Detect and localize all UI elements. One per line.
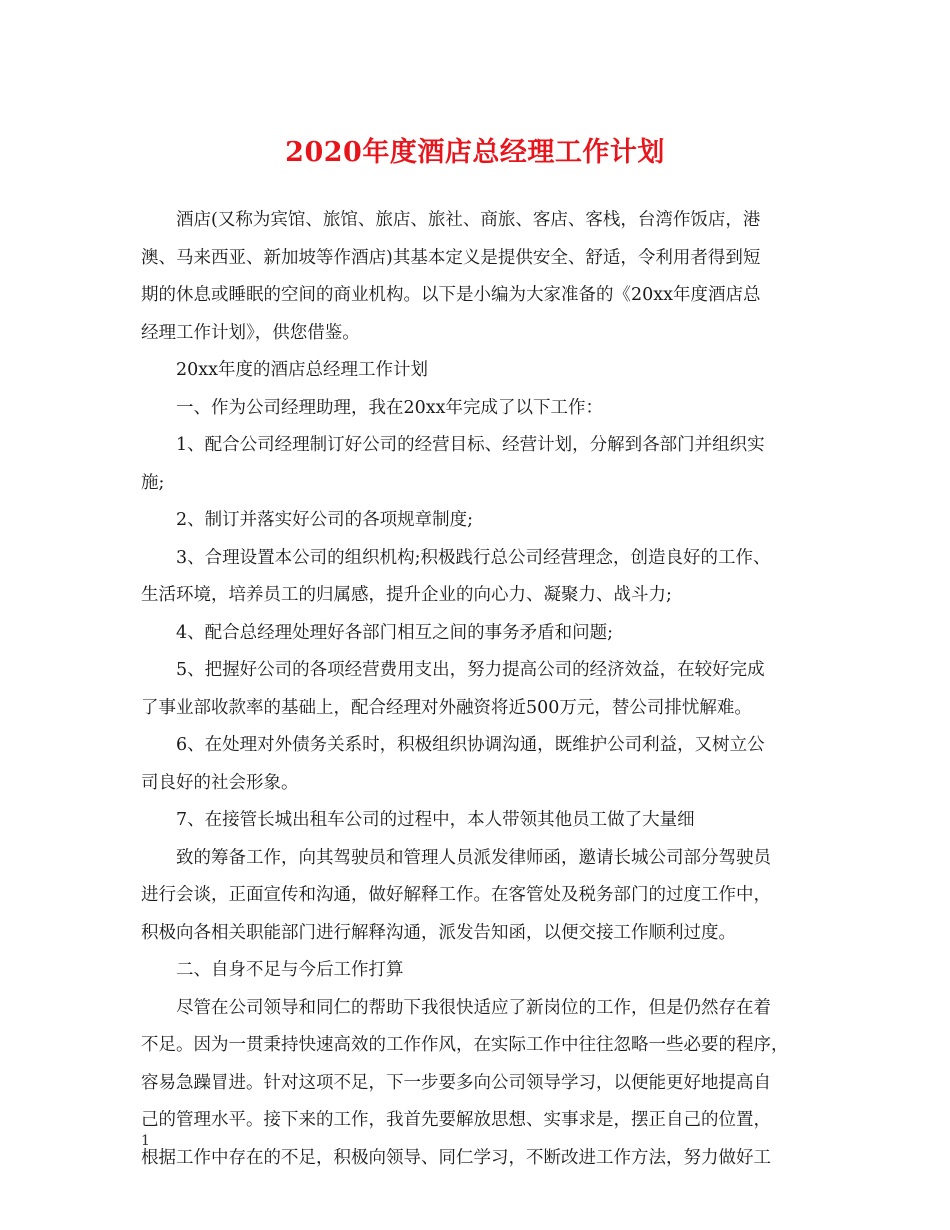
body-line: 经理工作计划》，供您借鉴。 — [141, 322, 360, 343]
body-line: 7、在接管长城出租车公司的过程中，本人带领其他员工做了大量细 — [176, 810, 695, 830]
body-line: 致的筹备工作，向其驾驶员和管理人员派发律师函，邀请长城公司部分驾驶员 — [176, 847, 771, 868]
body-line: 5、把握好公司的各项经营费用支出，努力提高公司的经济效益，在较好完成 — [176, 660, 765, 680]
body-line: 6、在处理对外债务关系时，积极组织协调沟通，既维护公司利益，又树立公 — [176, 735, 765, 755]
body-line: 20xx年度的酒店总经理工作计划 — [176, 360, 429, 380]
body-line: 4、配合总经理处理好各部门相互之间的事务矛盾和问题; — [176, 622, 614, 643]
body-line: 1、配合公司经理制订好公司的经营目标、经营计划，分解到各部门并组织实 — [176, 435, 765, 455]
body-line: 期的休息或睡眠的空间的商业机构。以下是小编为大家准备的《20xx年度酒店总 — [141, 285, 761, 305]
document-body — [141, 202, 813, 1177]
body-line: 尽管在公司领导和同仁的帮助下我很快适应了新岗位的工作，但是仍然存在着 — [176, 997, 771, 1018]
document-title: 2020年度酒店总经理工作计划 — [285, 137, 665, 168]
body-line: 司良好的社会形象。 — [141, 772, 299, 793]
body-line: 不足。因为一贯秉持快速高效的工作作风，在实际工作中往往忽略一些必要的程序， — [141, 1035, 789, 1055]
body-line: 了事业部收款率的基础上，配合经理对外融资将近500万元，替公司排忧解难。 — [141, 697, 752, 718]
body-line: 生活环境，培养员工的归属感，提升企业的向心力、凝聚力、战斗力; — [141, 585, 672, 605]
body-line: 3、合理设置本公司的组织机构;积极践行总公司经营理念，创造良好的工作、 — [176, 547, 771, 568]
body-line: 容易急躁冒进。针对这项不足，下一步要多向公司领导学习，以便能更好地提高自 — [141, 1072, 771, 1093]
page-number: 1 — [141, 1133, 150, 1149]
body-line: 澳、马来西亚、新加坡等作酒店)其基本定义是提供安全、舒适，令利用者得到短 — [141, 247, 761, 268]
body-line: 二、自身不足与今后工作打算 — [176, 960, 404, 980]
body-line: 2、制订并落实好公司的各项规章制度; — [176, 510, 474, 530]
body-line: 己的管理水平。接下来的工作，我首先要解放思想、实事求是，摆正自己的位置， — [141, 1110, 771, 1130]
body-line: 酒店(又称为宾馆、旅馆、旅店、旅社、商旅、客店、客栈，台湾作饭店，港 — [176, 210, 761, 230]
body-line: 根据工作中存在的不足，积极向领导、同仁学习，不断改进工作方法，努力做好工 — [141, 1147, 771, 1168]
body-line: 一、作为公司经理助理，我在20xx年完成了以下工作： — [176, 397, 604, 418]
body-line: 施; — [141, 472, 165, 493]
body-line: 进行会谈，正面宣传和沟通，做好解释工作。在客管处及税务部门的过度工作中， — [141, 885, 771, 905]
body-line: 积极向各相关职能部门进行解释沟通，派发告知函，以便交接工作顺利过度。 — [141, 922, 736, 943]
